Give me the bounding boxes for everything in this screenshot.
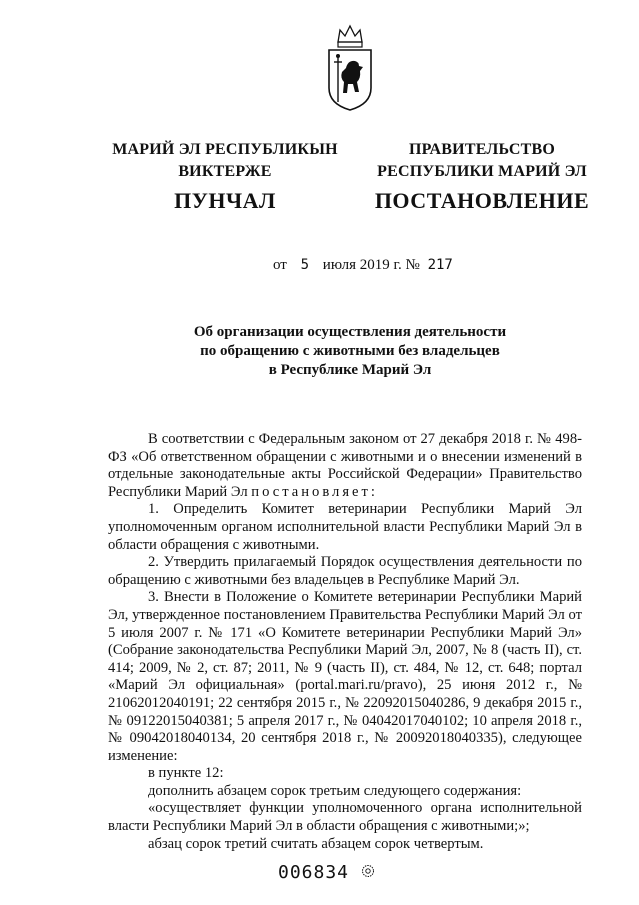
document-date xyxy=(273,257,453,274)
header-left-line-1: МАРИЙ ЭЛ РЕСПУБЛИКЫН xyxy=(112,141,338,158)
header-right xyxy=(352,139,612,215)
date-prefix: от xyxy=(273,257,287,273)
header-left xyxy=(95,139,355,215)
header-right-line-1: ПРАВИТЕЛЬСТВО xyxy=(408,141,556,158)
date-day: 5 xyxy=(300,257,310,273)
date-month-year: июля 2019 г. № xyxy=(322,257,420,273)
seal-mark-icon xyxy=(361,864,375,878)
document-title xyxy=(120,323,580,380)
preamble-paragraph xyxy=(108,431,582,501)
header-left-line-2: ВИКТЕРЖЕ xyxy=(178,163,272,180)
item-3: 3. Внести в Положение о Комитете ветеринарии Республики Марий Эл, утвержденное постановлением Правительства Республики Марий Эл от 5 июля 2007 г. № 171 «О Комитете ветеринарии Республики Марий Эл» (Собрание законодательства Республики Марий Эл, 2007, № 8 (часть II), ст. 414; 2009, № 2, ст. 87; 2011, № 9 (часть II), ст. 484, № 12, ст. 648; портал «Марий Эл официальная» (portal.mari.ru/pravo), 25 июня 2012 г., № 21062012040191; 22 сентября 2015 г., № 22092015040286, 9 декабря 2015 г., № 09122015040381; 5 апреля 2017 г., № 04042017040102; 10 апреля 2018 г., № 09042018040134, 20 сентября 2018 г., № 20092018040335), следующее изменение: xyxy=(108,589,582,764)
mari-el-coat-of-arms-icon xyxy=(326,22,374,112)
title-line-2: по обращению с животными без владельцев xyxy=(200,343,500,359)
document-number: 217 xyxy=(427,257,453,273)
item-1: 1. Определить Комитет ветеринарии Республики Марий Эл уполномоченным органом исполнительной власти Республики Марий Эл в области обращения с животными. xyxy=(108,501,582,553)
preamble-verb: постановляет: xyxy=(251,483,378,500)
header-left-doc-type: ПУНЧАЛ xyxy=(174,188,276,213)
item-3-punkt: в пункте 12: xyxy=(148,765,224,782)
header-right-line-2: РЕСПУБЛИКИ МАРИЙ ЭЛ xyxy=(377,163,587,180)
serial-number: 006834 xyxy=(278,862,350,883)
document-body xyxy=(108,431,582,853)
item-2: 2. Утвердить прилагаемый Порядок осуществления деятельности по обращению с животными без владельцев в Республике Марий Эл. xyxy=(108,554,582,588)
title-line-3: в Республике Марий Эл xyxy=(268,362,432,378)
header-right-doc-type: ПОСТАНОВЛЕНИЕ xyxy=(374,188,590,213)
item-3-add: дополнить абзацем сорок третьим следующего содержания: xyxy=(148,782,522,799)
preamble-text: В соответствии с Федеральным законом от 27 декабря 2018 г. № 498-ФЗ «Об ответственном обращении с животными и о внесении изменений в отдельные законодательные акты Российской Федерации» Правительство Республики Марий Эл xyxy=(108,431,582,500)
item-3-quote: «осуществляет функции уполномоченного органа исполнительной власти Республики Марий Эл в области обращения с животными;»; xyxy=(108,800,582,835)
item-3-last: абзац сорок третий считать абзацем сорок четвертым. xyxy=(148,835,484,852)
title-line-1: Об организации осуществления деятельности xyxy=(193,324,507,340)
